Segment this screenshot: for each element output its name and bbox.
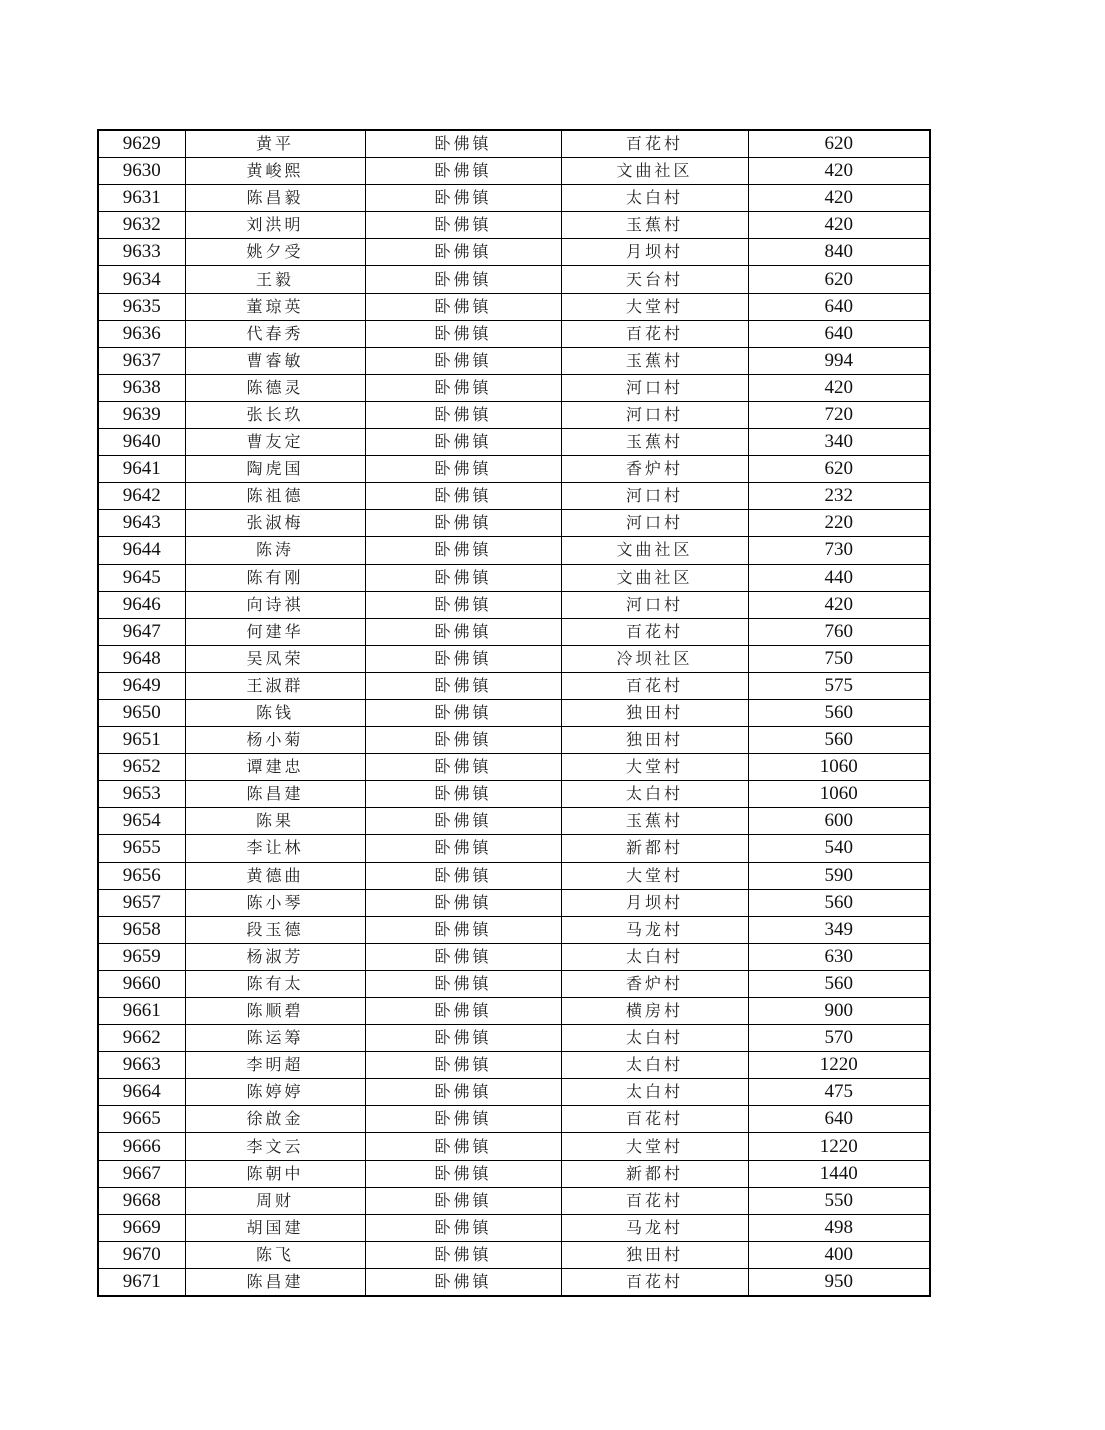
person-name-cell: 曹睿敏 <box>185 347 365 374</box>
town-cell: 卧佛镇 <box>365 889 561 916</box>
village-cell: 独田村 <box>561 699 748 726</box>
table-row <box>98 212 930 239</box>
amount-cell: 1440 <box>748 1160 930 1187</box>
town-cell: 卧佛镇 <box>365 320 561 347</box>
person-name-cell: 曹友定 <box>185 429 365 456</box>
town-cell: 卧佛镇 <box>365 998 561 1025</box>
village-cell: 百花村 <box>561 1106 748 1133</box>
table-row <box>98 645 930 672</box>
table-row <box>98 781 930 808</box>
table-row <box>98 808 930 835</box>
person-name-cell: 陈飞 <box>185 1241 365 1268</box>
row-number-cell: 9662 <box>98 1025 185 1052</box>
person-name-cell: 陶虎国 <box>185 456 365 483</box>
amount-cell: 540 <box>748 835 930 862</box>
data-table <box>97 129 931 1297</box>
person-name-cell: 李让林 <box>185 835 365 862</box>
row-number-cell: 9635 <box>98 293 185 320</box>
village-cell: 月坝村 <box>561 889 748 916</box>
village-cell: 文曲社区 <box>561 564 748 591</box>
person-name-cell: 段玉德 <box>185 916 365 943</box>
person-name-cell: 陈昌建 <box>185 781 365 808</box>
village-cell: 独田村 <box>561 727 748 754</box>
person-name-cell: 陈钱 <box>185 699 365 726</box>
town-cell: 卧佛镇 <box>365 130 561 158</box>
person-name-cell: 陈有太 <box>185 970 365 997</box>
table-row <box>98 1052 930 1079</box>
amount-cell: 840 <box>748 239 930 266</box>
amount-cell: 1220 <box>748 1052 930 1079</box>
person-name-cell: 陈德灵 <box>185 374 365 401</box>
person-name-cell: 黄平 <box>185 130 365 158</box>
town-cell: 卧佛镇 <box>365 185 561 212</box>
amount-cell: 900 <box>748 998 930 1025</box>
person-name-cell: 黄德曲 <box>185 862 365 889</box>
row-number-cell: 9645 <box>98 564 185 591</box>
row-number-cell: 9647 <box>98 618 185 645</box>
person-name-cell: 杨淑芳 <box>185 943 365 970</box>
amount-cell: 440 <box>748 564 930 591</box>
village-cell: 百花村 <box>561 1187 748 1214</box>
table-row <box>98 185 930 212</box>
table-row <box>98 1106 930 1133</box>
village-cell: 大堂村 <box>561 862 748 889</box>
person-name-cell: 代春秀 <box>185 320 365 347</box>
person-name-cell: 姚夕受 <box>185 239 365 266</box>
village-cell: 独田村 <box>561 1241 748 1268</box>
person-name-cell: 陈小琴 <box>185 889 365 916</box>
table-row <box>98 347 930 374</box>
village-cell: 河口村 <box>561 483 748 510</box>
table-row <box>98 1241 930 1268</box>
village-cell: 冷坝社区 <box>561 645 748 672</box>
row-number-cell: 9671 <box>98 1268 185 1296</box>
table-row <box>98 429 930 456</box>
table-row <box>98 754 930 781</box>
town-cell: 卧佛镇 <box>365 1241 561 1268</box>
row-number-cell: 9642 <box>98 483 185 510</box>
village-cell: 月坝村 <box>561 239 748 266</box>
town-cell: 卧佛镇 <box>365 1079 561 1106</box>
amount-cell: 575 <box>748 672 930 699</box>
table-row <box>98 591 930 618</box>
person-name-cell: 陈涛 <box>185 537 365 564</box>
town-cell: 卧佛镇 <box>365 510 561 537</box>
amount-cell: 420 <box>748 374 930 401</box>
table-row <box>98 130 930 158</box>
amount-cell: 220 <box>748 510 930 537</box>
village-cell: 玉蕉村 <box>561 429 748 456</box>
table-row <box>98 1025 930 1052</box>
village-cell: 百花村 <box>561 130 748 158</box>
village-cell: 香炉村 <box>561 970 748 997</box>
town-cell: 卧佛镇 <box>365 645 561 672</box>
amount-cell: 620 <box>748 266 930 293</box>
town-cell: 卧佛镇 <box>365 754 561 781</box>
row-number-cell: 9650 <box>98 699 185 726</box>
table-row <box>98 916 930 943</box>
village-cell: 大堂村 <box>561 754 748 781</box>
amount-cell: 1060 <box>748 781 930 808</box>
amount-cell: 630 <box>748 943 930 970</box>
village-cell: 河口村 <box>561 374 748 401</box>
town-cell: 卧佛镇 <box>365 347 561 374</box>
amount-cell: 730 <box>748 537 930 564</box>
amount-cell: 590 <box>748 862 930 889</box>
row-number-cell: 9657 <box>98 889 185 916</box>
amount-cell: 720 <box>748 401 930 428</box>
town-cell: 卧佛镇 <box>365 1133 561 1160</box>
village-cell: 太白村 <box>561 781 748 808</box>
village-cell: 河口村 <box>561 591 748 618</box>
town-cell: 卧佛镇 <box>365 456 561 483</box>
row-number-cell: 9630 <box>98 158 185 185</box>
village-cell: 马龙村 <box>561 916 748 943</box>
table-row <box>98 943 930 970</box>
village-cell: 百花村 <box>561 618 748 645</box>
town-cell: 卧佛镇 <box>365 374 561 401</box>
table-row <box>98 1187 930 1214</box>
village-cell: 香炉村 <box>561 456 748 483</box>
amount-cell: 750 <box>748 645 930 672</box>
town-cell: 卧佛镇 <box>365 727 561 754</box>
village-cell: 大堂村 <box>561 293 748 320</box>
town-cell: 卧佛镇 <box>365 1160 561 1187</box>
row-number-cell: 9668 <box>98 1187 185 1214</box>
person-name-cell: 徐啟金 <box>185 1106 365 1133</box>
row-number-cell: 9652 <box>98 754 185 781</box>
table-row <box>98 456 930 483</box>
person-name-cell: 陈运筹 <box>185 1025 365 1052</box>
town-cell: 卧佛镇 <box>365 781 561 808</box>
table-row <box>98 727 930 754</box>
amount-cell: 640 <box>748 1106 930 1133</box>
table-row <box>98 374 930 401</box>
town-cell: 卧佛镇 <box>365 266 561 293</box>
row-number-cell: 9653 <box>98 781 185 808</box>
person-name-cell: 陈婷婷 <box>185 1079 365 1106</box>
village-cell: 天台村 <box>561 266 748 293</box>
amount-cell: 950 <box>748 1268 930 1296</box>
table-row <box>98 564 930 591</box>
town-cell: 卧佛镇 <box>365 1106 561 1133</box>
town-cell: 卧佛镇 <box>365 401 561 428</box>
person-name-cell: 张淑梅 <box>185 510 365 537</box>
amount-cell: 420 <box>748 185 930 212</box>
amount-cell: 498 <box>748 1214 930 1241</box>
row-number-cell: 9649 <box>98 672 185 699</box>
town-cell: 卧佛镇 <box>365 699 561 726</box>
person-name-cell: 谭建忠 <box>185 754 365 781</box>
row-number-cell: 9641 <box>98 456 185 483</box>
row-number-cell: 9665 <box>98 1106 185 1133</box>
town-cell: 卧佛镇 <box>365 862 561 889</box>
table-row <box>98 320 930 347</box>
town-cell: 卧佛镇 <box>365 808 561 835</box>
row-number-cell: 9663 <box>98 1052 185 1079</box>
table-row <box>98 618 930 645</box>
amount-cell: 550 <box>748 1187 930 1214</box>
amount-cell: 400 <box>748 1241 930 1268</box>
person-name-cell: 李明超 <box>185 1052 365 1079</box>
row-number-cell: 9661 <box>98 998 185 1025</box>
table-row <box>98 1214 930 1241</box>
row-number-cell: 9640 <box>98 429 185 456</box>
table-row <box>98 1133 930 1160</box>
table-row <box>98 239 930 266</box>
table-row <box>98 510 930 537</box>
row-number-cell: 9656 <box>98 862 185 889</box>
row-number-cell: 9643 <box>98 510 185 537</box>
amount-cell: 570 <box>748 1025 930 1052</box>
row-number-cell: 9633 <box>98 239 185 266</box>
village-cell: 河口村 <box>561 401 748 428</box>
row-number-cell: 9648 <box>98 645 185 672</box>
row-number-cell: 9639 <box>98 401 185 428</box>
row-number-cell: 9638 <box>98 374 185 401</box>
table-row <box>98 1268 930 1296</box>
person-name-cell: 向诗祺 <box>185 591 365 618</box>
row-number-cell: 9632 <box>98 212 185 239</box>
amount-cell: 349 <box>748 916 930 943</box>
town-cell: 卧佛镇 <box>365 835 561 862</box>
row-number-cell: 9644 <box>98 537 185 564</box>
person-name-cell: 何建华 <box>185 618 365 645</box>
table-row <box>98 835 930 862</box>
person-name-cell: 陈朝中 <box>185 1160 365 1187</box>
person-name-cell: 陈顺碧 <box>185 998 365 1025</box>
amount-cell: 560 <box>748 970 930 997</box>
table-row <box>98 483 930 510</box>
village-cell: 百花村 <box>561 1268 748 1296</box>
table-row <box>98 1160 930 1187</box>
table-body <box>98 130 930 1296</box>
village-cell: 玉蕉村 <box>561 808 748 835</box>
row-number-cell: 9659 <box>98 943 185 970</box>
village-cell: 文曲社区 <box>561 537 748 564</box>
table-row <box>98 266 930 293</box>
town-cell: 卧佛镇 <box>365 1052 561 1079</box>
village-cell: 文曲社区 <box>561 158 748 185</box>
amount-cell: 600 <box>748 808 930 835</box>
table-row <box>98 862 930 889</box>
table-row <box>98 970 930 997</box>
table-row <box>98 401 930 428</box>
town-cell: 卧佛镇 <box>365 293 561 320</box>
amount-cell: 994 <box>748 347 930 374</box>
amount-cell: 232 <box>748 483 930 510</box>
village-cell: 大堂村 <box>561 1133 748 1160</box>
amount-cell: 620 <box>748 456 930 483</box>
town-cell: 卧佛镇 <box>365 158 561 185</box>
amount-cell: 475 <box>748 1079 930 1106</box>
row-number-cell: 9651 <box>98 727 185 754</box>
person-name-cell: 陈昌建 <box>185 1268 365 1296</box>
amount-cell: 340 <box>748 429 930 456</box>
amount-cell: 760 <box>748 618 930 645</box>
village-cell: 太白村 <box>561 943 748 970</box>
village-cell: 太白村 <box>561 1025 748 1052</box>
row-number-cell: 9667 <box>98 1160 185 1187</box>
person-name-cell: 陈果 <box>185 808 365 835</box>
town-cell: 卧佛镇 <box>365 429 561 456</box>
person-name-cell: 杨小菊 <box>185 727 365 754</box>
row-number-cell: 9658 <box>98 916 185 943</box>
row-number-cell: 9629 <box>98 130 185 158</box>
table-row <box>98 889 930 916</box>
town-cell: 卧佛镇 <box>365 1187 561 1214</box>
amount-cell: 620 <box>748 130 930 158</box>
village-cell: 太白村 <box>561 1079 748 1106</box>
village-cell: 新都村 <box>561 1160 748 1187</box>
table-row <box>98 998 930 1025</box>
person-name-cell: 陈祖德 <box>185 483 365 510</box>
row-number-cell: 9669 <box>98 1214 185 1241</box>
village-cell: 太白村 <box>561 185 748 212</box>
person-name-cell: 刘洪明 <box>185 212 365 239</box>
amount-cell: 560 <box>748 889 930 916</box>
row-number-cell: 9660 <box>98 970 185 997</box>
person-name-cell: 胡国建 <box>185 1214 365 1241</box>
village-cell: 河口村 <box>561 510 748 537</box>
town-cell: 卧佛镇 <box>365 618 561 645</box>
table-row <box>98 699 930 726</box>
town-cell: 卧佛镇 <box>365 591 561 618</box>
person-name-cell: 黄峻熙 <box>185 158 365 185</box>
table-row <box>98 158 930 185</box>
town-cell: 卧佛镇 <box>365 943 561 970</box>
row-number-cell: 9636 <box>98 320 185 347</box>
amount-cell: 640 <box>748 293 930 320</box>
person-name-cell: 张长玖 <box>185 401 365 428</box>
village-cell: 玉蕉村 <box>561 212 748 239</box>
person-name-cell: 吴凤荣 <box>185 645 365 672</box>
village-cell: 百花村 <box>561 672 748 699</box>
town-cell: 卧佛镇 <box>365 212 561 239</box>
village-cell: 横房村 <box>561 998 748 1025</box>
row-number-cell: 9666 <box>98 1133 185 1160</box>
town-cell: 卧佛镇 <box>365 537 561 564</box>
person-name-cell: 陈昌毅 <box>185 185 365 212</box>
town-cell: 卧佛镇 <box>365 1214 561 1241</box>
row-number-cell: 9634 <box>98 266 185 293</box>
row-number-cell: 9631 <box>98 185 185 212</box>
row-number-cell: 9637 <box>98 347 185 374</box>
village-cell: 玉蕉村 <box>561 347 748 374</box>
amount-cell: 1220 <box>748 1133 930 1160</box>
town-cell: 卧佛镇 <box>365 672 561 699</box>
village-cell: 百花村 <box>561 320 748 347</box>
town-cell: 卧佛镇 <box>365 916 561 943</box>
table-row <box>98 293 930 320</box>
row-number-cell: 9655 <box>98 835 185 862</box>
village-cell: 太白村 <box>561 1052 748 1079</box>
village-cell: 新都村 <box>561 835 748 862</box>
person-name-cell: 陈有刚 <box>185 564 365 591</box>
amount-cell: 1060 <box>748 754 930 781</box>
person-name-cell: 董琼英 <box>185 293 365 320</box>
town-cell: 卧佛镇 <box>365 1025 561 1052</box>
row-number-cell: 9654 <box>98 808 185 835</box>
town-cell: 卧佛镇 <box>365 1268 561 1296</box>
amount-cell: 420 <box>748 591 930 618</box>
person-name-cell: 周财 <box>185 1187 365 1214</box>
row-number-cell: 9670 <box>98 1241 185 1268</box>
amount-cell: 420 <box>748 158 930 185</box>
person-name-cell: 李文云 <box>185 1133 365 1160</box>
table-row <box>98 672 930 699</box>
amount-cell: 560 <box>748 699 930 726</box>
town-cell: 卧佛镇 <box>365 483 561 510</box>
amount-cell: 560 <box>748 727 930 754</box>
town-cell: 卧佛镇 <box>365 970 561 997</box>
row-number-cell: 9664 <box>98 1079 185 1106</box>
amount-cell: 640 <box>748 320 930 347</box>
town-cell: 卧佛镇 <box>365 564 561 591</box>
person-name-cell: 王淑群 <box>185 672 365 699</box>
amount-cell: 420 <box>748 212 930 239</box>
town-cell: 卧佛镇 <box>365 239 561 266</box>
table-row <box>98 1079 930 1106</box>
table-row <box>98 537 930 564</box>
row-number-cell: 9646 <box>98 591 185 618</box>
village-cell: 马龙村 <box>561 1214 748 1241</box>
person-name-cell: 王毅 <box>185 266 365 293</box>
